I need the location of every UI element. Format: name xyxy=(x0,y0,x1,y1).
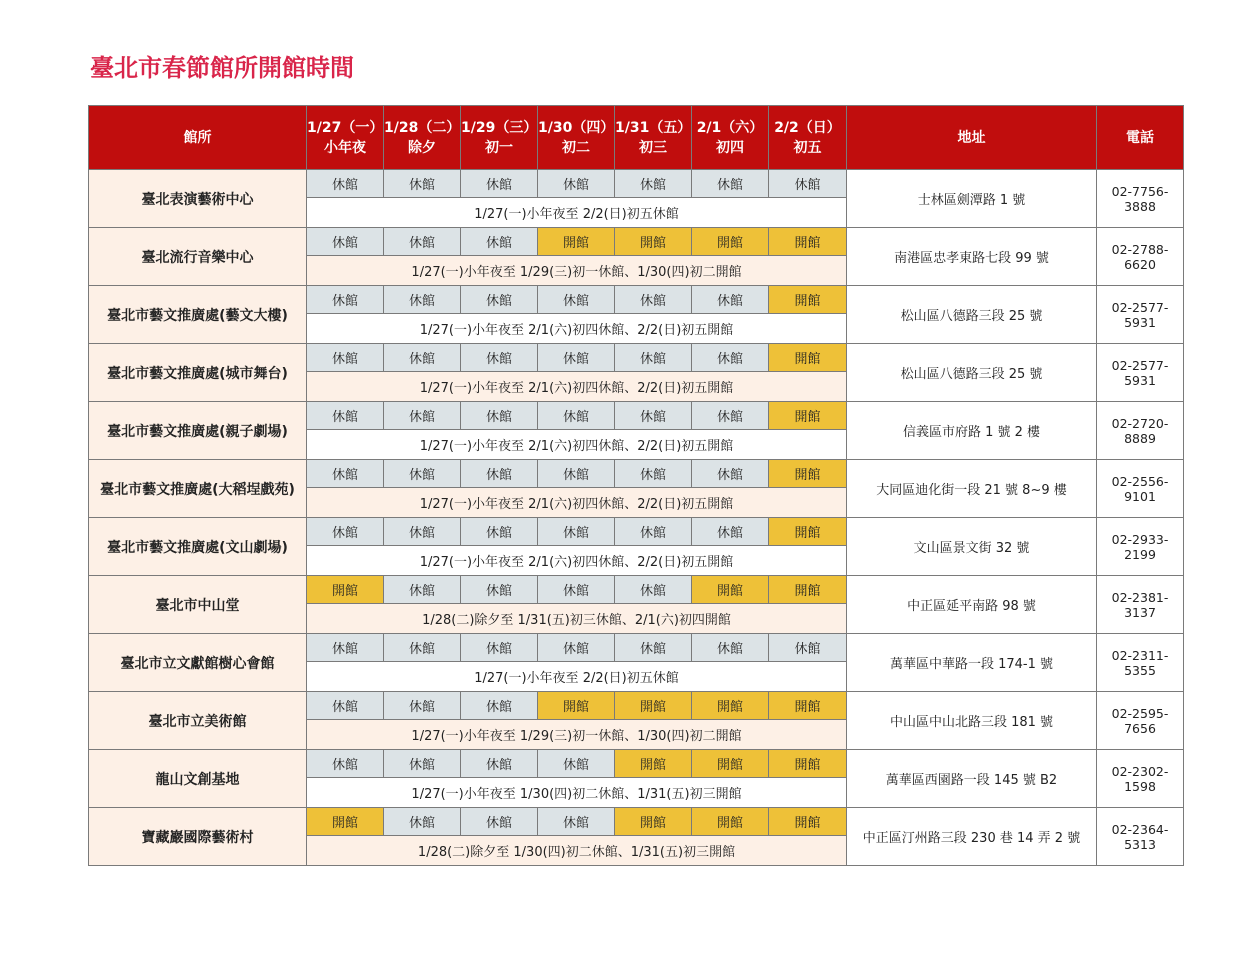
status-open-cell: 開館 xyxy=(615,692,692,720)
day-header xyxy=(384,106,461,170)
venue-status-row xyxy=(89,518,1184,546)
day-date: 1/27（一） xyxy=(307,119,384,136)
status-closed-cell: 休館 xyxy=(307,228,384,256)
status-closed-cell: 休館 xyxy=(461,228,538,256)
status-open-cell: 開館 xyxy=(692,228,769,256)
schedule-table xyxy=(88,105,1184,866)
venue-name: 臺北市立文獻館樹心會館 xyxy=(89,634,307,692)
status-open-cell: 開館 xyxy=(769,808,847,836)
venue-name: 龍山文創基地 xyxy=(89,750,307,808)
schedule-note: 1/27(一)小年夜至 1/29(三)初一休館、1/30(四)初二開館 xyxy=(307,256,847,286)
status-closed-cell: 休館 xyxy=(538,634,615,662)
status-closed-cell: 休館 xyxy=(384,344,461,372)
status-closed-cell: 休館 xyxy=(384,692,461,720)
venue-address: 南港區忠孝東路七段 99 號 xyxy=(847,228,1097,286)
status-closed-cell: 休館 xyxy=(692,170,769,198)
schedule-note: 1/27(一)小年夜至 2/1(六)初四休館、2/2(日)初五開館 xyxy=(307,546,847,576)
status-closed-cell: 休館 xyxy=(538,576,615,604)
day-date: 1/28（二） xyxy=(384,119,461,136)
status-closed-cell: 休館 xyxy=(615,460,692,488)
status-closed-cell: 休館 xyxy=(615,344,692,372)
status-closed-cell: 休館 xyxy=(307,344,384,372)
status-closed-cell: 休館 xyxy=(615,576,692,604)
status-open-cell: 開館 xyxy=(769,344,847,372)
status-closed-cell: 休館 xyxy=(307,692,384,720)
day-date: 2/1（六） xyxy=(696,119,764,136)
status-closed-cell: 休館 xyxy=(692,518,769,546)
status-open-cell: 開館 xyxy=(769,692,847,720)
day-name: 小年夜 xyxy=(324,139,366,156)
status-open-cell: 開館 xyxy=(307,808,384,836)
status-closed-cell: 休館 xyxy=(538,170,615,198)
status-open-cell: 開館 xyxy=(692,692,769,720)
schedule-note: 1/27(一)小年夜至 1/29(三)初一休館、1/30(四)初二開館 xyxy=(307,720,847,750)
status-closed-cell: 休館 xyxy=(461,750,538,778)
venue-phone: 02-7756-3888 xyxy=(1097,170,1184,228)
venue-status-row xyxy=(89,170,1184,198)
status-closed-cell: 休館 xyxy=(461,576,538,604)
schedule-note: 1/27(一)小年夜至 2/1(六)初四休館、2/2(日)初五開館 xyxy=(307,488,847,518)
venue-address: 大同區迪化街一段 21 號 8~9 樓 xyxy=(847,460,1097,518)
venue-status-row xyxy=(89,576,1184,604)
venue-phone: 02-2381-3137 xyxy=(1097,576,1184,634)
status-open-cell: 開館 xyxy=(307,576,384,604)
day-header xyxy=(769,106,847,170)
schedule-note: 1/27(一)小年夜至 2/1(六)初四休館、2/2(日)初五開館 xyxy=(307,372,847,402)
schedule-note: 1/27(一)小年夜至 1/30(四)初二休館、1/31(五)初三開館 xyxy=(307,778,847,808)
venue-phone: 02-2556-9101 xyxy=(1097,460,1184,518)
status-open-cell: 開館 xyxy=(538,692,615,720)
venue-name: 臺北市中山堂 xyxy=(89,576,307,634)
schedule-note: 1/27(一)小年夜至 2/1(六)初四休館、2/2(日)初五開館 xyxy=(307,430,847,460)
venue-status-row xyxy=(89,808,1184,836)
venue-phone: 02-2595-7656 xyxy=(1097,692,1184,750)
status-closed-cell: 休館 xyxy=(384,808,461,836)
day-header xyxy=(538,106,615,170)
status-closed-cell: 休館 xyxy=(307,170,384,198)
status-closed-cell: 休館 xyxy=(692,460,769,488)
header-row xyxy=(89,106,1184,170)
status-closed-cell: 休館 xyxy=(461,808,538,836)
status-closed-cell: 休館 xyxy=(307,518,384,546)
venue-address: 松山區八德路三段 25 號 xyxy=(847,286,1097,344)
venue-status-row xyxy=(89,634,1184,662)
venue-address: 萬華區中華路一段 174-1 號 xyxy=(847,634,1097,692)
status-open-cell: 開館 xyxy=(692,576,769,604)
status-closed-cell: 休館 xyxy=(384,228,461,256)
day-name: 初四 xyxy=(716,139,744,156)
venue-address: 中山區中山北路三段 181 號 xyxy=(847,692,1097,750)
status-closed-cell: 休館 xyxy=(461,170,538,198)
day-date: 1/30（四） xyxy=(538,119,615,136)
status-closed-cell: 休館 xyxy=(615,170,692,198)
status-closed-cell: 休館 xyxy=(538,286,615,314)
status-open-cell: 開館 xyxy=(769,228,847,256)
day-name: 初二 xyxy=(562,139,590,156)
status-open-cell: 開館 xyxy=(538,228,615,256)
day-name: 除夕 xyxy=(408,139,436,156)
status-closed-cell: 休館 xyxy=(538,402,615,430)
day-date: 2/2（日） xyxy=(774,119,841,136)
venue-phone: 02-2720-8889 xyxy=(1097,402,1184,460)
status-closed-cell: 休館 xyxy=(538,750,615,778)
day-header xyxy=(461,106,538,170)
status-open-cell: 開館 xyxy=(692,808,769,836)
status-closed-cell: 休館 xyxy=(615,402,692,430)
status-closed-cell: 休館 xyxy=(538,344,615,372)
venue-status-row xyxy=(89,460,1184,488)
venue-phone: 02-2577-5931 xyxy=(1097,344,1184,402)
venue-name: 臺北市立美術館 xyxy=(89,692,307,750)
status-closed-cell: 休館 xyxy=(461,634,538,662)
status-closed-cell: 休館 xyxy=(615,286,692,314)
venue-phone: 02-2577-5931 xyxy=(1097,286,1184,344)
page-title: 臺北市春節館所開館時間 xyxy=(90,54,354,82)
venue-address: 中正區汀州路三段 230 巷 14 弄 2 號 xyxy=(847,808,1097,866)
status-closed-cell: 休館 xyxy=(538,460,615,488)
status-closed-cell: 休館 xyxy=(384,634,461,662)
day-header xyxy=(307,106,384,170)
status-closed-cell: 休館 xyxy=(384,576,461,604)
status-closed-cell: 休館 xyxy=(461,344,538,372)
venue-status-row xyxy=(89,402,1184,430)
venue-status-row xyxy=(89,286,1184,314)
day-name: 初三 xyxy=(639,139,667,156)
status-open-cell: 開館 xyxy=(615,750,692,778)
status-closed-cell: 休館 xyxy=(538,808,615,836)
venue-address: 松山區八德路三段 25 號 xyxy=(847,344,1097,402)
address-header: 地址 xyxy=(847,106,1097,170)
status-closed-cell: 休館 xyxy=(461,402,538,430)
status-closed-cell: 休館 xyxy=(692,344,769,372)
venue-status-row xyxy=(89,750,1184,778)
venue-address: 文山區景文街 32 號 xyxy=(847,518,1097,576)
schedule-note: 1/27(一)小年夜至 2/1(六)初四休館、2/2(日)初五開館 xyxy=(307,314,847,344)
status-closed-cell: 休館 xyxy=(307,286,384,314)
status-closed-cell: 休館 xyxy=(384,518,461,546)
venue-phone: 02-2311-5355 xyxy=(1097,634,1184,692)
status-closed-cell: 休館 xyxy=(307,460,384,488)
status-closed-cell: 休館 xyxy=(615,634,692,662)
status-closed-cell: 休館 xyxy=(692,634,769,662)
status-closed-cell: 休館 xyxy=(461,692,538,720)
status-open-cell: 開館 xyxy=(769,576,847,604)
status-closed-cell: 休館 xyxy=(384,460,461,488)
status-closed-cell: 休館 xyxy=(692,286,769,314)
status-open-cell: 開館 xyxy=(615,808,692,836)
status-open-cell: 開館 xyxy=(769,518,847,546)
status-closed-cell: 休館 xyxy=(384,286,461,314)
venue-name: 臺北市藝文推廣處(城市舞台) xyxy=(89,344,307,402)
venue-header: 館所 xyxy=(89,106,307,170)
schedule-note: 1/28(二)除夕至 1/31(五)初三休館、2/1(六)初四開館 xyxy=(307,604,847,634)
schedule-note: 1/28(二)除夕至 1/30(四)初二休館、1/31(五)初三開館 xyxy=(307,836,847,866)
status-closed-cell: 休館 xyxy=(461,518,538,546)
venue-name: 臺北市藝文推廣處(大稻埕戲苑) xyxy=(89,460,307,518)
status-closed-cell: 休館 xyxy=(461,286,538,314)
day-name: 初一 xyxy=(485,139,513,156)
status-closed-cell: 休館 xyxy=(384,750,461,778)
day-header xyxy=(615,106,692,170)
venue-status-row xyxy=(89,692,1184,720)
status-closed-cell: 休館 xyxy=(461,460,538,488)
venue-name: 臺北表演藝術中心 xyxy=(89,170,307,228)
day-date: 1/29（三） xyxy=(461,119,538,136)
venue-phone: 02-2933-2199 xyxy=(1097,518,1184,576)
status-open-cell: 開館 xyxy=(769,750,847,778)
status-closed-cell: 休館 xyxy=(769,170,847,198)
status-closed-cell: 休館 xyxy=(384,170,461,198)
venue-name: 寶藏巖國際藝術村 xyxy=(89,808,307,866)
venue-phone: 02-2788-6620 xyxy=(1097,228,1184,286)
venue-status-row xyxy=(89,228,1184,256)
day-header xyxy=(692,106,769,170)
day-date: 1/31（五） xyxy=(615,119,692,136)
status-closed-cell: 休館 xyxy=(692,402,769,430)
status-closed-cell: 休館 xyxy=(615,518,692,546)
schedule-rows xyxy=(89,170,1184,866)
status-open-cell: 開館 xyxy=(769,286,847,314)
venue-name: 臺北市藝文推廣處(藝文大樓) xyxy=(89,286,307,344)
status-closed-cell: 休館 xyxy=(307,634,384,662)
status-closed-cell: 休館 xyxy=(307,402,384,430)
venue-name: 臺北市藝文推廣處(親子劇場) xyxy=(89,402,307,460)
status-closed-cell: 休館 xyxy=(538,518,615,546)
day-name: 初五 xyxy=(793,139,822,156)
venue-phone: 02-2364-5313 xyxy=(1097,808,1184,866)
status-closed-cell: 休館 xyxy=(307,750,384,778)
status-closed-cell: 休館 xyxy=(769,634,847,662)
status-open-cell: 開館 xyxy=(769,402,847,430)
venue-name: 臺北市藝文推廣處(文山劇場) xyxy=(89,518,307,576)
schedule-note: 1/27(一)小年夜至 2/2(日)初五休館 xyxy=(307,662,847,692)
venue-address: 中正區延平南路 98 號 xyxy=(847,576,1097,634)
venue-status-row xyxy=(89,344,1184,372)
status-open-cell: 開館 xyxy=(692,750,769,778)
status-open-cell: 開館 xyxy=(615,228,692,256)
venue-phone: 02-2302-1598 xyxy=(1097,750,1184,808)
venue-address: 萬華區西園路一段 145 號 B2 xyxy=(847,750,1097,808)
phone-header: 電話 xyxy=(1097,106,1184,170)
venue-address: 士林區劍潭路 1 號 xyxy=(847,170,1097,228)
status-open-cell: 開館 xyxy=(769,460,847,488)
schedule-note: 1/27(一)小年夜至 2/2(日)初五休館 xyxy=(307,198,847,228)
status-closed-cell: 休館 xyxy=(384,402,461,430)
venue-address: 信義區市府路 1 號 2 樓 xyxy=(847,402,1097,460)
venue-name: 臺北流行音樂中心 xyxy=(89,228,307,286)
